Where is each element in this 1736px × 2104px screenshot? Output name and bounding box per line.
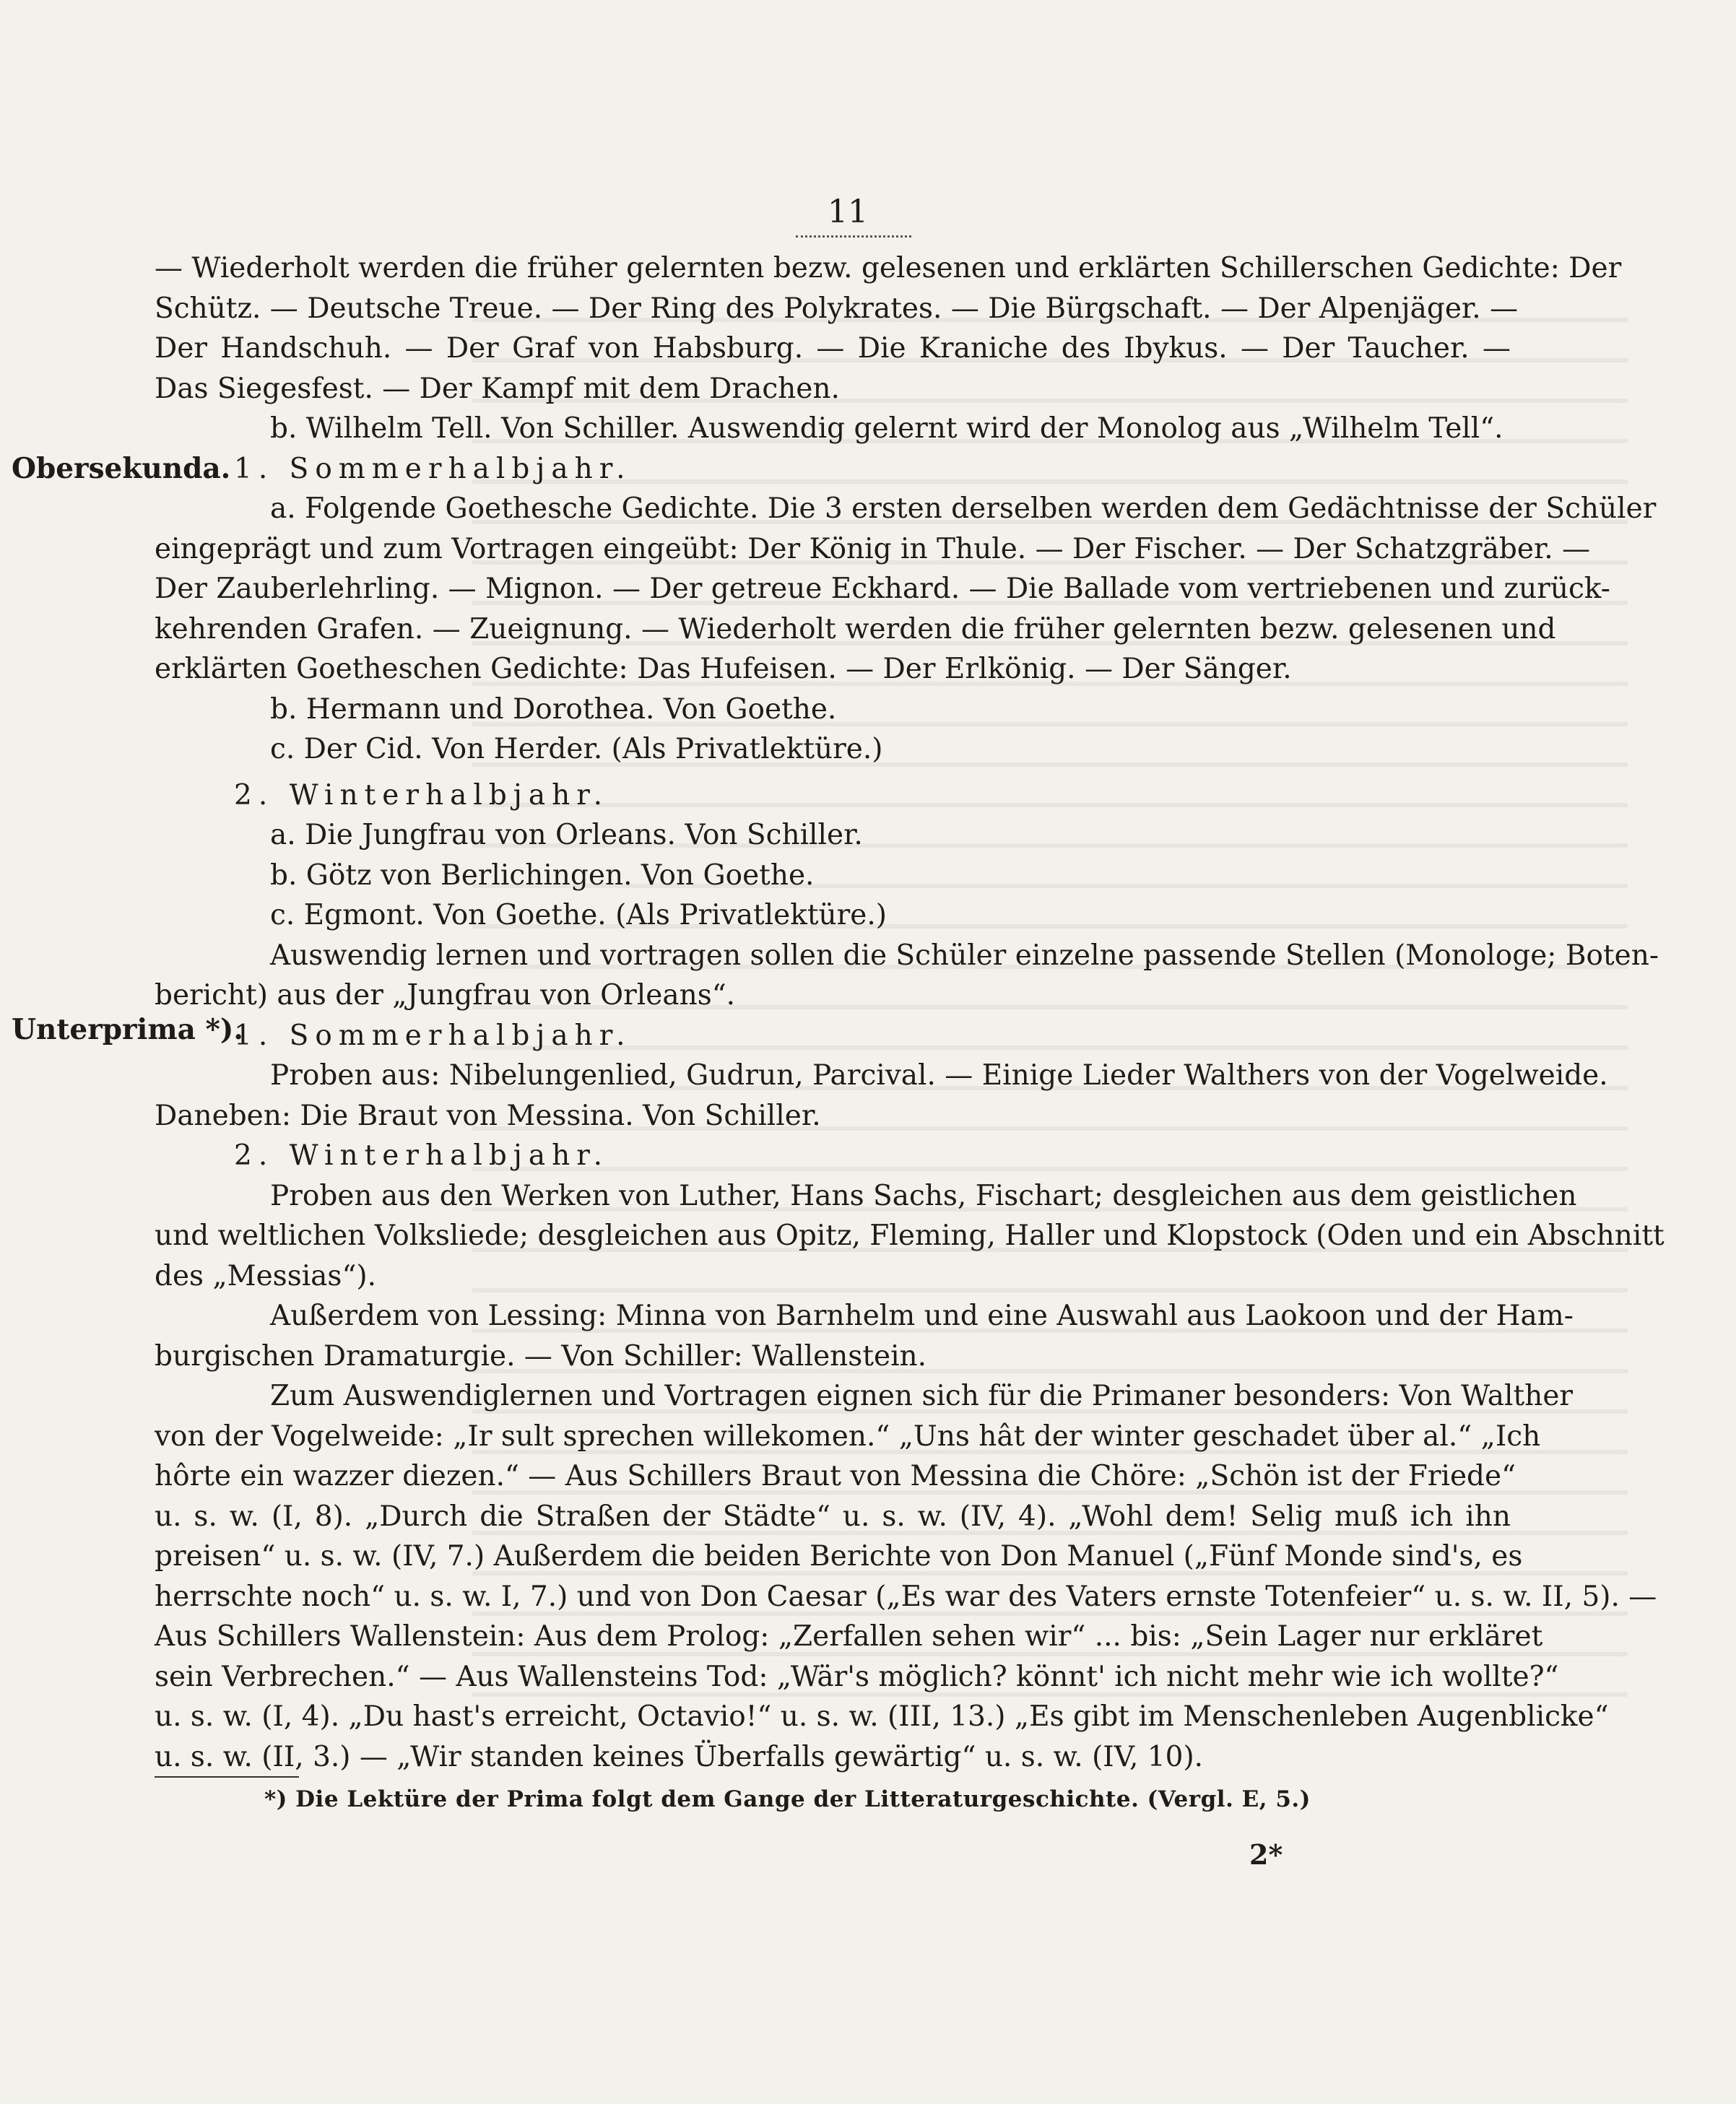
text-line: eingeprägt und zum Vortragen eingeübt: Der König in Thule. — Der Fischer. — Der Schatzgräber. —	[155, 532, 1591, 565]
footnote: *) Die Lektüre der Prima folgt dem Gange der Litteraturgeschichte. (Vergl. E, 5.)	[264, 1786, 1311, 1812]
text-line: erklärten Goetheschen Gedichte: Das Hufeisen. — Der Erlkönig. — Der Sänger.	[155, 653, 1292, 685]
section-label-unterprima: Unterprima *).	[12, 1013, 243, 1046]
text-line: Proben aus den Werken von Luther, Hans Sachs, Fischart; desgleichen aus dem geistlichen	[270, 1179, 1577, 1212]
semester-heading: 2. Winterhalbjahr.	[234, 778, 609, 812]
text-line: u. s. w. (I, 4). „Du hast's erreicht, Octavio!“ u. s. w. (III, 13.) „Es gibt im Menschenleben Augenblicke“	[155, 1700, 1609, 1733]
text-line: u. s. w. (I, 8). „Durch die Straßen der Städte“ u. s. w. (IV, 4). „Wohl dem! Selig muß ich ihn	[155, 1500, 1511, 1533]
text-line: Proben aus: Nibelungenlied, Gudrun, Parcival. — Einige Lieder Walthers von der Vogelweide.	[270, 1059, 1608, 1092]
text-line: sein Verbrechen.“ — Aus Wallensteins Tod: „Wär's möglich? könnt' ich nicht mehr wie ich wollte?“	[155, 1660, 1559, 1693]
text-line: b. Hermann und Dorothea. Von Goethe.	[270, 692, 837, 726]
text-line: Der Zauberlehrling. — Mignon. — Der getreue Eckhard. — Die Ballade vom vertriebenen und zurück-	[155, 573, 1610, 605]
text-line: Schütz. — Deutsche Treue. — Der Ring des Polykrates. — Die Bürgschaft. — Der Alpenjäger. —	[155, 292, 1519, 325]
semester-heading: 1. Sommerhalbjahr.	[234, 452, 632, 485]
text-line: c. Egmont. Von Goethe. (Als Privatlektüre.)	[270, 899, 887, 931]
text-line: von der Vogelweide: „Ir sult sprechen willekomen.“ „Uns hât der winter geschadet über al.“ „Ich	[155, 1420, 1541, 1453]
text-line: des „Messias“).	[155, 1259, 376, 1292]
text-line: Der Handschuh. — Der Graf von Habsburg. — Die Kraniche des Ibykus. — Der Taucher. —	[155, 332, 1511, 365]
text-line: bericht) aus der „Jungfrau von Orleans“.	[155, 979, 736, 1012]
body-text	[155, 248, 1665, 1777]
text-line: Das Siegesfest. — Der Kampf mit dem Drachen.	[155, 372, 840, 405]
section-label-obersekunda: Obersekunda.	[12, 452, 231, 485]
text-line: kehrenden Grafen. — Zueignung. — Wiederholt werden die früher gelernten bezw. gelesenen und	[155, 612, 1556, 645]
text-line: burgischen Dramaturgie. — Von Schiller: Wallenstein.	[155, 1339, 927, 1373]
semester-heading: 1. Sommerhalbjahr.	[234, 1019, 632, 1052]
text-line: Auswendig lernen und vortragen sollen die Schüler einzelne passende Stellen (Monologe; Boten-	[270, 939, 1659, 972]
text-line: a. Die Jungfrau von Orleans. Von Schiller.	[270, 819, 863, 851]
text-line: Aus Schillers Wallenstein: Aus dem Prolog: „Zerfallen sehen wir“ ... bis: „Sein Lager nur erkläret	[155, 1620, 1543, 1653]
semester-heading: 2. Winterhalbjahr.	[234, 1139, 609, 1172]
text-line: — Wiederholt werden die früher gelernten bezw. gelesenen und erklärten Schillerschen Gedichte: Der	[155, 252, 1622, 284]
signature-mark: 2*	[1249, 1838, 1283, 1871]
text-line: hôrte ein wazzer diezen.“ — Aus Schillers Braut von Messina die Chöre: „Schön ist der Friede“	[155, 1460, 1516, 1492]
text-line: und weltlichen Volksliede; desgleichen aus Opitz, Fleming, Haller und Klopstock (Oden und ein Abschnitt	[155, 1220, 1665, 1252]
text-line: u. s. w. (II, 3.) — „Wir standen keines Überfalls gewärtig“ u. s. w. (IV, 10).	[155, 1740, 1204, 1773]
page-number: 11	[828, 194, 868, 230]
text-line: preisen“ u. s. w. (IV, 7.) Außerdem die beiden Berichte von Don Manuel („Fünf Monde sind's, es	[155, 1540, 1523, 1573]
text-line: herrschte noch“ u. s. w. I, 7.) und von Don Caesar („Es war des Vaters ernste Totenfeier“ u. s. w. II, 5). —	[155, 1580, 1657, 1613]
text-line: Außerdem von Lessing: Minna von Barnhelm und eine Auswahl aus Laokoon und der Ham-	[270, 1300, 1574, 1332]
text-line: b. Götz von Berlichingen. Von Goethe.	[270, 858, 815, 892]
text-line: a. Folgende Goethesche Gedichte. Die 3 ersten derselben werden dem Gedächtnisse der Schüler	[270, 492, 1657, 525]
text-line: Zum Auswendiglernen und Vortragen eignen sich für die Primaner besonders: Von Walther	[270, 1380, 1574, 1412]
text-line: b. Wilhelm Tell. Von Schiller. Auswendig gelernt wird der Monolog aus „Wilhelm Tell“.	[270, 412, 1503, 445]
ornamental-rule	[796, 232, 911, 238]
text-line: c. Der Cid. Von Herder. (Als Privatlektüre.)	[270, 733, 883, 765]
text-line: Daneben: Die Braut von Messina. Von Schiller.	[155, 1099, 821, 1132]
footnote-rule	[155, 1776, 299, 1778]
